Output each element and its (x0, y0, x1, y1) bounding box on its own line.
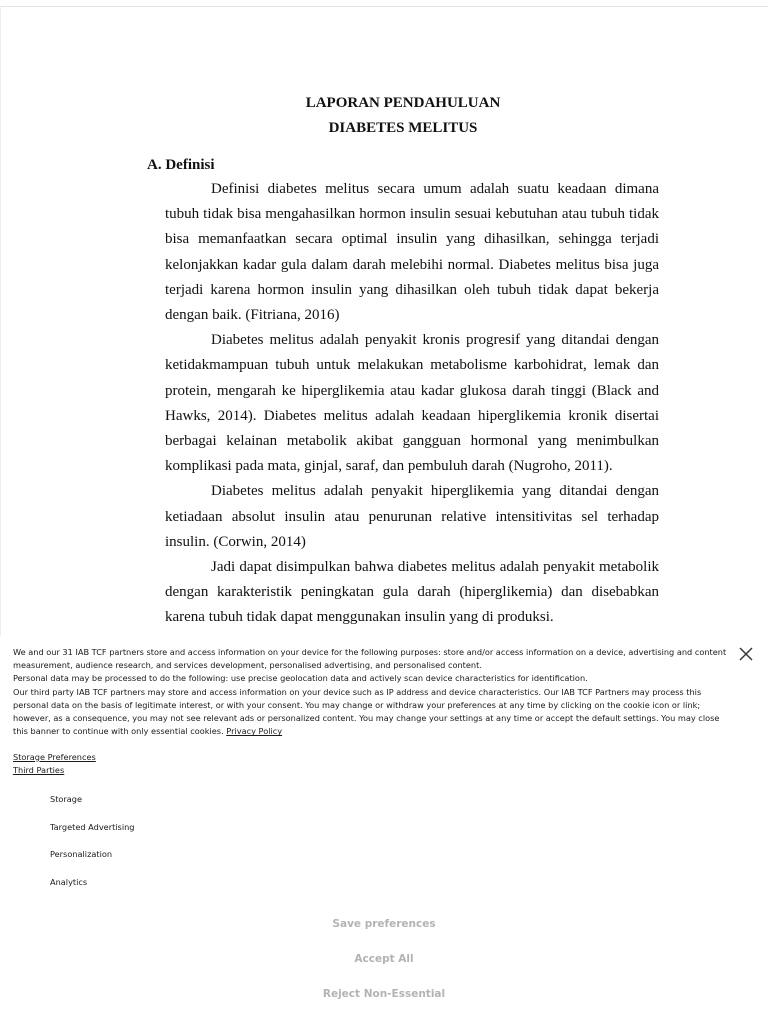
accept-all-button[interactable]: Accept All (354, 953, 414, 965)
cookie-personal-data-text: Personal data may be processed to do the following: use precise geolocation data and actively scan device characteristics for identification. (13, 673, 588, 684)
paragraph-hyperglycemia: Diabetes melitus adalah penyakit hiperglikemia yang ditandai dengan ketiadaan absolut insulin atau penurunan relative intensitivitas sel terhadap insulin. (Corwin, 2014) (165, 483, 659, 550)
document-subtitle: DIABETES MELITUS (328, 120, 478, 136)
category-analytics[interactable]: Analytics (50, 877, 88, 887)
privacy-policy-link[interactable]: Privacy Policy (226, 726, 283, 737)
storage-preferences-link[interactable]: Storage Preferences (13, 752, 96, 762)
document-body (165, 177, 659, 631)
paragraph-definition: Definisi diabetes melitus secara umum adalah suatu keadaan dimana tubuh tidak bisa mengahasilkan hormon insulin sesuai kebutuhan atau tubuh tidak bisa memanfaatkan secara optimal insulin yang dihasilkan, sehingga terjadi kelonjakkan kadar gula dalam darah melebihi normal. Diabetes melitus bisa juga terjadi karena hormon insulin yang dihasilkan oleh tubuh tidak dapat bekerja dengan baik. (Fitriana, 2016) (165, 181, 659, 324)
close-banner-button[interactable] (737, 645, 755, 663)
cookie-purposes-text: We and our 31 IAB TCF partners store and access information on your device for the following purposes: store and/or access information on a device, advertising and content measurement, audience research, and services development, personalised advertising, and personalised content. (13, 647, 727, 671)
close-icon (737, 645, 755, 663)
cookie-third-party-block (13, 686, 729, 739)
reject-non-essential-button[interactable]: Reject Non-Essential (322, 988, 446, 1000)
category-personalization[interactable]: Personalization (50, 849, 113, 859)
document-page (0, 7, 768, 647)
category-storage[interactable]: Storage (50, 794, 83, 804)
document-title: LAPORAN PENDAHULUAN (305, 95, 501, 111)
paragraph-conclusion: Jadi dapat disimpulkan bahwa diabetes melitus adalah penyakit metabolik dengan karakteristik peningkatan gula darah (hiperglikemia) dan disebabkan karena tubuh tidak dapat menggunakan insulin yang di produksi. (165, 559, 659, 626)
section-heading: A. Definisi (147, 157, 215, 173)
cookie-consent-banner (0, 636, 768, 1024)
cookie-notice-text (13, 646, 729, 738)
category-targeted-advertising[interactable]: Targeted Advertising (50, 822, 135, 832)
third-parties-link[interactable]: Third Parties (13, 765, 65, 775)
paragraph-chronic-disease: Diabetes melitus adalah penyakit kronis progresif yang ditandai dengan ketidakmampuan tubuh untuk melakukan metabolisme karbohidrat, lemak dan protein, mengarah ke hiperglikemia atau kadar glukosa darah tinggi (Black and Hawks, 2014). Diabetes melitus adalah keadaan hiperglikemia kronik disertai berbagai kelainan metabolik akibat gangguan hormonal yang menimbulkan komplikasi pada mata, ginjal, saraf, dan pembuluh darah (Nugroho, 2011). (165, 332, 659, 475)
save-preferences-button[interactable]: Save preferences (332, 918, 436, 930)
cookie-third-party-text: Our third party IAB TCF partners may store and access information on your device such as IP address and device characteristics. Our IAB TCF Partners may process this personal data on the basis of legitimate interest, or with your consent. You may change or withdraw your preferences at any time by clicking on the cookie icon or link; however, as a consequence, you may not see relevant ads or personalized content. You may change your settings at any time or accept the default settings. You may close this banner to continue with only essential cookies. (13, 686, 720, 737)
